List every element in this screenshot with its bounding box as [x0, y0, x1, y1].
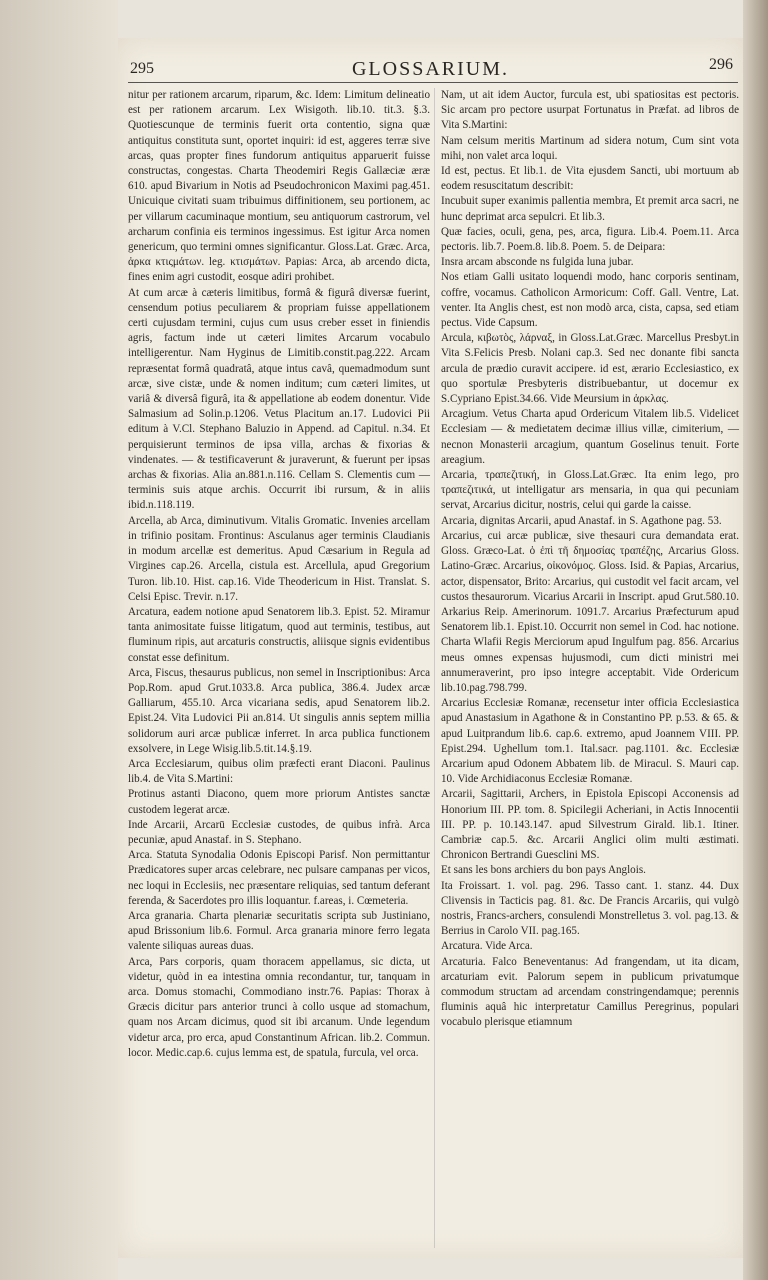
paragraph: Ita Froissart. 1. vol. pag. 296. Tasso cant. 1. stanz. 44. Dux Clivensis in Tacticis pag. 81. &c. De Francis Arcariis, qui vulgò nostris, Francs-archers, consulendi Monstrelletus 3. vol. pag.13. & Berrius in Carolo VII. pag.165. [441, 879, 739, 938]
right-column [441, 88, 739, 1031]
paragraph: Arcarius, cui arcæ publicæ, sive thesauri cura demandata erat. Gloss. Græco-Lat. ὁ ἐπὶ τῆ δημοσίας τραπέζης, Arcarius Gloss. Latino-Græc. Arcarius, οἰκονόμος. Gloss. Isid. & Papias, Arcarius, actor, dispensator, Brito: Arcarius, qui custodit vel facit arcam, vel custos thesaurorum. Vicarius Arcarii in Inscript. apud Grut.580.10. Arkarius Reip. Amerinorum. 1091.7. Arcarius Præfecturum apud Senatorem lib.1. Epist.10. Occurrit non semel in Cod. hac notione. Charta Wlafii Regis Merciorum apud Ingulfum pag. 856. Arcarius meus omnes expensas hujusmodi, cum dicti ministri mei annumeraverint, pro ipso integre acceptabit. Vide Ordericum lib.10.pag.798.799. [441, 529, 739, 694]
paragraph: Arcarius Ecclesiæ Romanæ, recensetur inter officia Ecclesiastica apud Anastasium in Agathone & in Constantino PP. p.53. & 65. & apud Luitprandum lib.6. cap.6. extremo, apud Joannem VIII. PP. Epist.294. Ughellum tom.1. Ital.sacr. pag.1101. &c. Ecclesiæ Arcarium apud Odonem Abbatem lib. de Miracul. S. Mauri cap. 10. Vide Archidiaconus Ecclesiæ Romanæ. [441, 697, 739, 786]
verse: Incubuit super exanimis pallentia membra, Et premit arca sacri, ne hunc deprimat arca sepulcri. Et lib.3. [441, 195, 739, 223]
paragraph: Arcula, κιβωτὸς, λάρναξ, in Gloss.Lat.Græc. Marcellus Presbyt.in Vita S.Felicis Presb. Nolani cap.3. Sed nec donante fibi sancta arcula de prædio curavit accipere. id est, ærario Ecclesiastico, ex quo sportulæ Presbyteris distribuebantur, ut docemur ex S.Cypriano Epist.34.66. Vide Meursium in ἀρκλας. [441, 332, 739, 406]
paragraph: Arca granaria. Charta plenariæ securitatis scripta sub Justiniano, apud Brissonium lib.6. Formul. Arca granaria minore ferro legata valente siliquas aureas duas. [128, 909, 430, 953]
paragraph: At cum arcæ à cæteris limitibus, formâ & figurâ diversæ fuerint, censendum potius peculiarem & propriam fuisse appellationem certi cujusdam termini, cujus cum usus creber esset in finiendis agris, factum inde ut cæteri limites Arcarum vocabulo intelligerentur. Nam Hyginus de Limitib.constit.pag.222. Arcam repræsentat formâ quadratâ, atque intus cavâ, quemadmodum sunt arcæ, sive cistæ, unde & nomen inditum; cum cæteri limites, ut variâ & diversâ figurâ, ita & appellatione ab eodem donentur. Vide Salmasium ad Solin.p.1206. Vetus Placitum an.17. Ludovici Pii editum à V.Cl. Stephano Baluzio in Append. ad Capitul. n.34. Et perquisierunt terminos de ipsa villa, archas & fixorias & vindenates. — & testificaverunt & juraverunt, & fuerunt per ipsas archas & fixorias. Alia an.881.n.116. Cellam S. Clementis cum — terminis suis atque archis. Occurrit ibi rursum, & in aliis ibid.n.118.119. [128, 286, 430, 512]
paragraph: Nos etiam Galli usitato loquendi modo, hanc corporis sentinam, coffre, vocamus. Catholicon Armoricum: Coff. Gall. Ventre, Lat. venter. Ita Anglis chest, est non modò arca, cista, capsa, sed etiam pectus. Vide Capsum. [441, 271, 739, 330]
paragraph: Arcaria, dignitas Arcarii, apud Anastaf. in S. Agathone pag. 53. [441, 514, 722, 527]
paragraph: Arcaturia. Falco Beneventanus: Ad frangendam, ut ita dicam, arcaturiam evit. Palorum sepem in publicum privatumque commodum structam ad arcendam constringendamque; perennis fluminis aquâ hic interpretatur Camillus Peregrinus, populari vocabulo plerisque etiamnum [441, 955, 739, 1029]
verse: Protinus astanti Diacono, quem more priorum Antistes sanctæ custodem legerat arcæ. [128, 788, 430, 816]
paragraph: Arca, Fiscus, thesaurus publicus, non semel in Inscriptionibus: Arca Pop.Rom. apud Grut.1033.8. Arca publica, 386.4. Judex arcæ Galliarum, 455.10. Arca vicariana sedis, apud Senatorem lib.2. Epist.24. Vita Ludovici Pii an.814. Ut singulis annis septem millia solidorum auri arcæ publicæ inferret. In arca publica functionem exsolvere, in Lege Wisig.lib.5.tit.14.§.19. [128, 666, 430, 755]
left-column [128, 88, 430, 1061]
page-number-left: 295 [130, 60, 154, 77]
paragraph: Nam, ut ait idem Auctor, furcula est, ubi spatiositas est pectoris. Sic arcam pro pectore usurpat Fortunatus in Præfat. ad libros de Vita S.Martini: [441, 89, 739, 132]
page-title: GLOSSARIUM. [351, 58, 510, 80]
paragraph: Arca, Pars corporis, quam thoracem appellamus, sic dicta, ut videtur, quòd in ea intestina omnia recondantur, tur, tanquam in arca. Domus stomachi, Commodiano instr.76. Papias: Thorax à Græcis dicitur pars anterior trunci à collo usque ad stomachum, quam nos Arcam dicimus, quod sit ibi arcanum. Unde legendum videtur arca, pro erca, apud Constantinum African. lib.2. Commun. locor. Medic.cap.6. cujus lemma est, de spatula, furcula, vel orca. [128, 955, 430, 1059]
paragraph: Inde Arcarii, Arcarū Ecclesiæ custodes, de quibus infrà. Arca pecuniæ, apud Anastaf. in S. Stephano. [128, 818, 430, 846]
paragraph: Arcella, ab Arca, diminutivum. Vitalis Gromatic. Invenies arcellam in trifinio positam. Frontinus: Asculanus ager terminis Claudianis in modum arcellæ est demeritus. Apud Cæsarium in Regula ad Virgines cap.26. Arcella, cistula est. Arcellula, apud Gregorium Turon. lib.10. Hist. cap.16. Vide Theodericum in Hist. Translat. S. Celsi Episc. Trevir. n.17. [128, 514, 430, 603]
paragraph: Id est, pectus. Et lib.1. de Vita ejusdem Sancti, ubi mortuum ab eodem resuscitatum describit: [441, 165, 739, 193]
paragraph: Arcatura, eadem notione apud Senatorem lib.3. Epist. 52. Miramur tanta animositate fuisse litigatum, quod aut terminis, testibus, aut fluminum ripis, aut arcaturis constructis, aliisque signis evidentibus constat esse definitum. [128, 605, 430, 664]
page-number-right: 296 [709, 56, 733, 73]
paragraph: Quæ facies, oculi, gena, pes, arca, figura. Lib.4. Poem.11. Arca pectoris. lib.7. Poem.8. lib.8. Poem. 5. de Deipara: [441, 225, 739, 254]
verse: Et sans les bons archiers du bon pays Anglois. [441, 864, 646, 877]
book-page-edges [743, 0, 768, 1280]
header-rule [128, 82, 738, 83]
paragraph: Arcarii, Sagittarii, Archers, in Epistola Episcopi Acconensis ad Honorium III. PP. tom. 8. Spicilegii Acheriani, in Actis Innocentii III. PP. p. 10.143.147. apud Silvestrum Girald. lib.1. Itiner. Cambriæ cap.5. &c. Arcarii Anglici olim multi æstimati. Chronicon Bertrandi Guesclini MS. [441, 788, 739, 862]
paragraph: nitur per rationem arcarum, riparum, &c. Idem: Limitum delineatio est per rationem arcarum. Lex Wisigoth. lib.10. tit.3. §.3. Quotiescunque de terminis fuerit orta contentio, signa quæ antiquitus constituta sunt, oportet inquiri: id est, aggeres terræ sive arcas, quas propter fines fundorum antiquitus apparuerit fuisse constructas, congestas. Charta Theodemiri Regis Gallæciæ æræ 610. apud Bivarium in Notis ad Pseudochronicon Maximi pag.451. Unicuique civitati suam tribuimus diffinitionem, seu portionem, ac per villarum cacuminaque montium, seu antiquorum castrorum, vel archarum confinia eis terminos ingessimus. Est igitur Arca nomen genericum, quo termini omnes significantur. Gloss.Lat. Græc. Arca, ἀρκα κτιςμάτων. leg. κτισμάτων. Papias: Arca, ab arcendo dicta, fines enim agri custodit, eosque adiri prohibet. [128, 89, 430, 284]
book-page [118, 38, 743, 1258]
verse: Insra arcam absconde ns fulgida luna jubar. [441, 256, 634, 269]
paragraph: Arca. Statuta Synodalia Odonis Episcopi Parisf. Non permittantur Prædicatores super arcas celebrare, nec pulsare campanas per vicos, nec loqui in Ecclesiis, nec præsentare reliquias, sed tantum deferant ferenda, & Sacerdotes pro illis loquantur. f.areas, i. Cœmeteria. [128, 849, 430, 907]
paragraph: Arcatura. Vide Arca. [441, 940, 533, 953]
paragraph: Arcagium. Vetus Charta apud Ordericum Vitalem lib.5. Videlicet Ecclesiam — & medietatem decimæ illius villæ, cimiterium, — necnon Monasterii arcagium, quantum Goselinus tenuit. Forte areagium. [441, 408, 739, 466]
paragraph: Arcaria, τραπεζιτική, in Gloss.Lat.Græc. Ita enim lego, pro τραπεζιτικά, ut intelligatur ars mensaria, in qua qui pecuniam servat, Arcarius dicitur, nostris, celui qui garde la caisse. [441, 469, 739, 512]
book-gutter [0, 0, 118, 1280]
column-divider [434, 88, 435, 1248]
paragraph: Arca Ecclesiarum, quibus olim præfecti erant Diaconi. Paulinus lib.4. de Vita S.Martini: [128, 757, 430, 786]
running-header [118, 58, 743, 84]
verse: Nam celsum meritis Martinum ad sidera notum, Cum sint vota mihi, non valet arca loqui. [441, 134, 739, 162]
